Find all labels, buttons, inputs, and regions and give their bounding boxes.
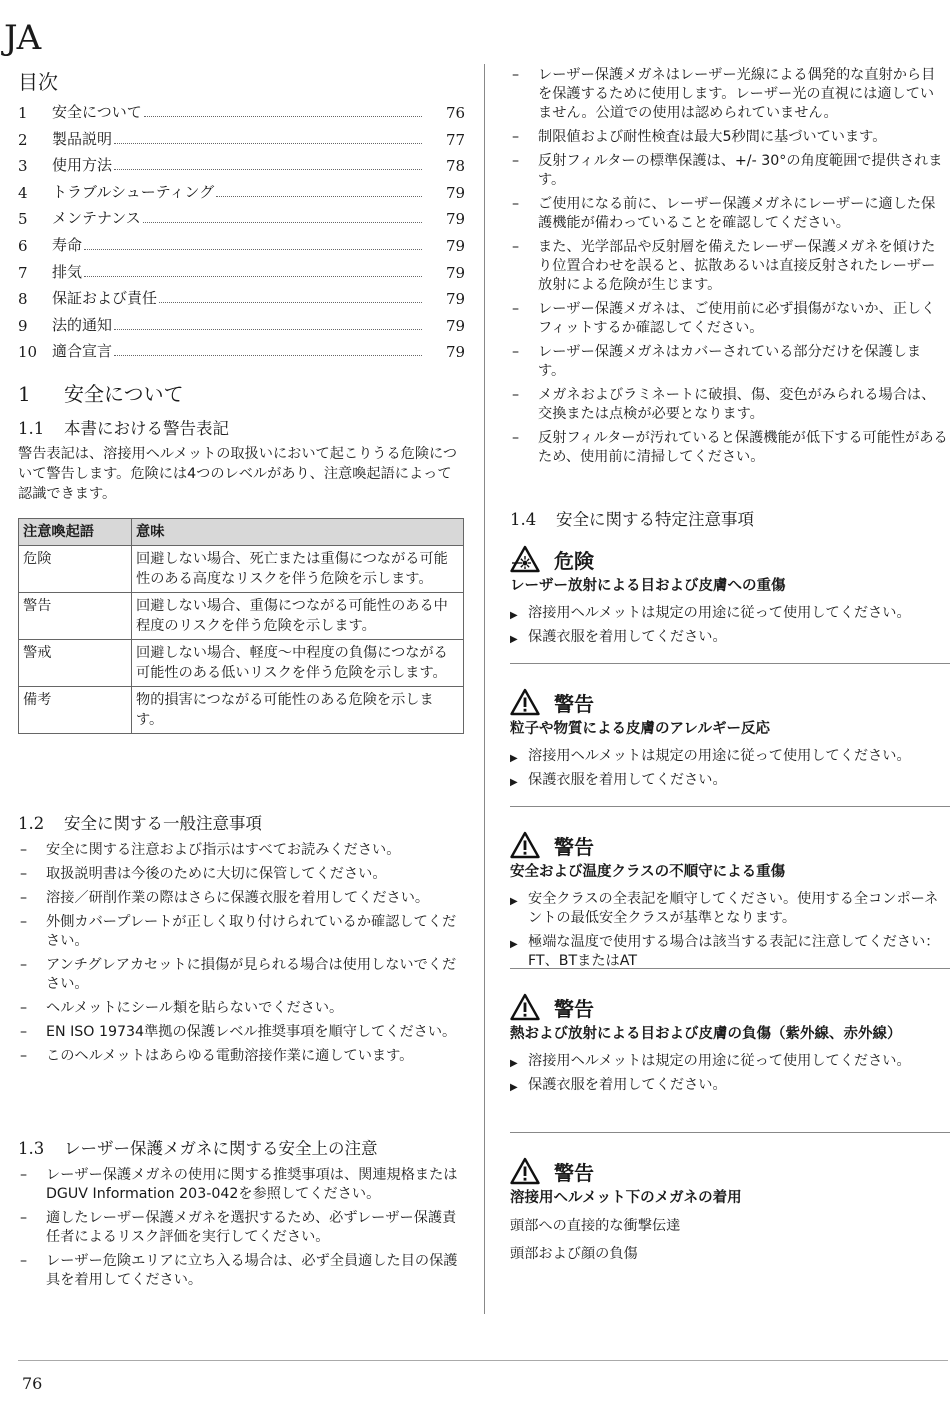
warning-separator (510, 968, 950, 969)
section-title: 安全に関する特定注意事項 (556, 510, 754, 529)
laser-glasses-list (18, 1166, 464, 1295)
warning-notice (510, 992, 948, 1100)
toc-entry-number: 5 (18, 210, 28, 229)
toc-entry-label: 法的通知 (52, 315, 113, 334)
list-item: – 安全に関する注意および指示はすべてお読みください。 (18, 841, 464, 860)
section-number: 1.3 (18, 1139, 45, 1158)
toc-leader-dots (114, 329, 422, 330)
toc-entry-page: 77 (446, 130, 466, 149)
toc-title: 目次 (18, 70, 58, 94)
toc-entry-number: 3 (18, 157, 28, 176)
toc-entry-label: 排気 (52, 262, 83, 281)
section-number: 1.2 (18, 814, 45, 833)
instruction-item: ▶ 極端な温度で使用する場合は該当する表記に注意してください：FT、BTまたはAT (510, 933, 948, 971)
section-1-2-heading (18, 810, 262, 834)
exclamation-warning-icon (510, 1157, 540, 1185)
toc-entry-page: 79 (446, 263, 466, 282)
laser-glasses-list-continued (510, 66, 948, 472)
hazard-subtitle: 溶接用ヘルメット下のメガネの着用 (510, 1190, 742, 1206)
section-title: 安全について (64, 382, 184, 406)
meaning-cell: 物的損害につながる可能性のある危険を示します。 (132, 687, 464, 734)
general-safety-list (18, 841, 464, 1071)
warning-notice (510, 1156, 948, 1264)
toc-leader-dots (114, 169, 422, 170)
signal-word: 警告 (554, 1160, 594, 1185)
exclamation-warning-icon (510, 688, 540, 716)
hazard-subtitle: 粒子や物質による皮膚のアレルギー反応 (510, 721, 771, 737)
toc-entry-page: 79 (446, 237, 466, 255)
list-item: – 外側カバープレートが正しく取り付けられているか確認してください。 (18, 913, 464, 951)
toc-entry-number: 7 (18, 263, 28, 282)
toc-entry[interactable] (18, 98, 464, 122)
list-item: – ヘルメットにシール類を貼らないでください。 (18, 999, 464, 1018)
meaning-cell: 回避しない場合、死亡または重傷につながる可能性のある高度なリスクを伴う危険を示します。 (132, 546, 464, 593)
toc-entry[interactable] (18, 151, 464, 175)
section-title: レーザー保護メガネに関する安全上の注意 (64, 1139, 378, 1158)
hazard-subtitle: レーザー放射による目および皮膚への重傷 (510, 578, 786, 594)
toc-entry[interactable] (18, 284, 464, 308)
list-item: – また、光学部品や反射層を備えたレーザー保護メガネを傾けたり位置合わせを誤ると、拡散あるいは直接反射されたレーザー放射による危険が生じます。 (510, 238, 948, 295)
laser-warning-icon (510, 545, 540, 573)
table-row (19, 593, 464, 640)
toc-entry-number: 8 (18, 290, 28, 309)
toc-entry[interactable] (18, 125, 464, 149)
list-item: – EN ISO 19734準拠の保護レベル推奨事項を順守してください。 (18, 1023, 464, 1042)
toc-entry-number: 6 (18, 237, 28, 255)
instruction-item: ▶ 溶接用ヘルメットは規定の用途に従って使用してください。 (510, 604, 948, 623)
list-item: – アンチグレアカセットに損傷が見られる場合は使用しないでください。 (18, 956, 464, 994)
list-item: – 反射フィルターの標準保護は、+/- 30°の角度範囲で提供されます。 (510, 152, 948, 190)
table-header-row (19, 519, 464, 546)
consequence-line: 頭部および顔の負傷 (510, 1246, 638, 1262)
signal-word-cell: 警告 (19, 593, 132, 640)
toc-entry-page: 79 (446, 183, 466, 202)
hazard-subtitle: 安全および温度クラスの不順守による重傷 (510, 864, 786, 880)
list-item: – レーザー保護メガネはレーザー光線による偶発的な直射から目を保護するために使用します。レーザー光の直視には適していません。公道での使用は認められていません。 (510, 66, 948, 123)
instruction-list (510, 604, 948, 647)
column-divider (484, 64, 485, 1314)
warning-header (510, 992, 948, 1022)
list-item: – レーザー保護メガネはカバーされている部分だけを保護します。 (510, 343, 948, 381)
section-number: 1 (18, 382, 31, 406)
meaning-cell: 回避しない場合、重傷につながる可能性のある中程度のリスクを伴う危険を示します。 (132, 593, 464, 640)
toc-entry-number: 4 (18, 183, 28, 202)
list-item: – このヘルメットはあらゆる電動溶接作業に適しています。 (18, 1047, 464, 1066)
toc-entry-label: 製品説明 (52, 129, 113, 148)
meaning-cell: 回避しない場合、軽度〜中程度の負傷につながる可能性のある低いリスクを伴う危険を示します。 (132, 640, 464, 687)
signal-word-cell: 警戒 (19, 640, 132, 687)
table-header-cell: 意味 (132, 519, 464, 546)
list-item: – 制限値および耐性検査は最大5秒間に基づいています。 (510, 128, 948, 147)
page-number: 76 (22, 1374, 43, 1393)
toc-entry[interactable] (18, 231, 464, 255)
instruction-item: ▶ 保護衣服を着用してください。 (510, 771, 948, 790)
section-1-4-heading (510, 506, 754, 530)
signal-word: 危険 (554, 548, 594, 573)
section-1-heading (18, 378, 184, 407)
signal-word: 警告 (554, 996, 594, 1021)
section-1-3-heading (18, 1135, 378, 1159)
warning-header (510, 1156, 948, 1186)
toc-entry-page: 76 (446, 104, 466, 122)
warning-notice (510, 687, 948, 795)
language-code: JA (4, 18, 41, 58)
toc-leader-dots (144, 116, 422, 117)
warning-notice (510, 830, 948, 976)
toc-entry-page: 78 (446, 157, 466, 176)
table-row (19, 640, 464, 687)
warning-separator (510, 1132, 950, 1133)
table-row (19, 687, 464, 734)
toc-leader-dots (216, 196, 422, 197)
exclamation-warning-icon (510, 831, 540, 859)
signal-word: 警告 (554, 691, 594, 716)
signal-word: 警告 (554, 834, 594, 859)
exclamation-warning-icon (510, 993, 540, 1021)
toc-entry-page: 79 (446, 210, 466, 229)
consequence-line: 頭部への直接的な衝撃伝達 (510, 1218, 681, 1234)
toc-entry-page: 79 (446, 316, 466, 335)
toc-entry-page: 79 (446, 343, 466, 362)
toc-entry[interactable] (18, 258, 464, 282)
warning-header (510, 830, 948, 860)
toc-leader-dots (114, 355, 422, 356)
section-number: 1.1 (18, 419, 45, 438)
toc-entry-label: 適合宣言 (52, 342, 113, 361)
toc-entry-label: 寿命 (52, 236, 83, 254)
footer-rule (18, 1360, 948, 1361)
toc-entry-number: 1 (18, 104, 28, 122)
list-item: – レーザー危険エリアに立ち入る場合は、必ず全員適した目の保護具を着用してください。 (18, 1252, 464, 1290)
table-row (19, 546, 464, 593)
toc-entry[interactable] (18, 178, 464, 202)
warning-header (510, 544, 948, 574)
instruction-list (510, 1052, 948, 1095)
toc-leader-dots (84, 249, 422, 250)
toc-entry-number: 2 (18, 130, 28, 149)
toc-entry-number: 9 (18, 316, 28, 335)
instruction-item: ▶ 保護衣服を着用してください。 (510, 628, 948, 647)
instruction-item: ▶ 保護衣服を着用してください。 (510, 1076, 948, 1095)
list-item: – レーザー保護メガネの使用に関する推奨事項は、関連規格またはDGUV Information 203-042を参照してください。 (18, 1166, 464, 1204)
section-title: 本書における警告表記 (64, 419, 229, 438)
list-item: – メガネおよびラミネートに破損、傷、変色がみられる場合は、交換または点検が必要となります。 (510, 386, 948, 424)
section-title: 安全に関する一般注意事項 (64, 814, 262, 833)
instruction-item: ▶ 安全クラスの全表記を順守してください。使用する全コンポーネントの最低安全クラスが基準となります。 (510, 890, 948, 928)
warning-header (510, 687, 948, 717)
section-number: 1.4 (510, 510, 537, 529)
instruction-item: ▶ 溶接用ヘルメットは規定の用途に従って使用してください。 (510, 747, 948, 766)
toc-leader-dots (159, 302, 422, 303)
list-item: – 取扱説明書は今後のために大切に保管してください。 (18, 865, 464, 884)
toc-entry-page: 79 (446, 290, 466, 309)
warning-separator (510, 663, 950, 664)
toc-entry[interactable] (18, 204, 464, 228)
list-item: – 溶接／研削作業の際はさらに保護衣服を着用してください。 (18, 889, 464, 908)
hazard-subtitle: 熱および放射による目および皮膚の負傷（紫外線、赤外線） (510, 1026, 902, 1042)
toc-entry-label: 保証および責任 (52, 289, 158, 308)
section-1-1-paragraph: 警告表記は、溶接用ヘルメットの取扱いにおいて起こりうる危険について警告します。危険には4つのレベルがあり、注意喚起語によって認識できます。 (18, 446, 458, 502)
list-item: – ご使用になる前に、レーザー保護メガネにレーザーに適した保護機能が備わっていることを確認してください。 (510, 195, 948, 233)
toc-entry-number: 10 (18, 343, 38, 362)
signal-word-cell: 備考 (19, 687, 132, 734)
toc-leader-dots (114, 143, 422, 144)
instruction-list (510, 747, 948, 790)
toc-entry[interactable] (18, 311, 464, 335)
toc-entry-label: メンテナンス (52, 209, 141, 228)
toc-leader-dots (143, 222, 422, 223)
list-item: – 反射フィルターが汚れていると保護機能が低下する可能性があるため、使用前に清掃してください。 (510, 429, 948, 467)
table-header-cell: 注意喚起語 (19, 519, 132, 546)
warning-separator (510, 806, 950, 807)
list-item: – レーザー保護メガネは、ご使用前に必ず損傷がないか、正しくフィットするか確認してください。 (510, 300, 948, 338)
signal-word-table (18, 518, 464, 734)
toc-leader-dots (84, 276, 422, 277)
section-1-1-heading (18, 415, 229, 439)
toc-entry-label: 使用方法 (52, 156, 113, 175)
toc-entry-label: 安全について (52, 103, 142, 121)
toc-entry[interactable] (18, 337, 464, 361)
toc-entry-label: トラブルシューティング (52, 182, 215, 201)
signal-word-cell: 危険 (19, 546, 132, 593)
list-item: – 適したレーザー保護メガネを選択するため、必ずレーザー保護責任者によるリスク評価を実行してください。 (18, 1209, 464, 1247)
warning-notice (510, 544, 948, 652)
instruction-item: ▶ 溶接用ヘルメットは規定の用途に従って使用してください。 (510, 1052, 948, 1071)
instruction-list (510, 890, 948, 971)
